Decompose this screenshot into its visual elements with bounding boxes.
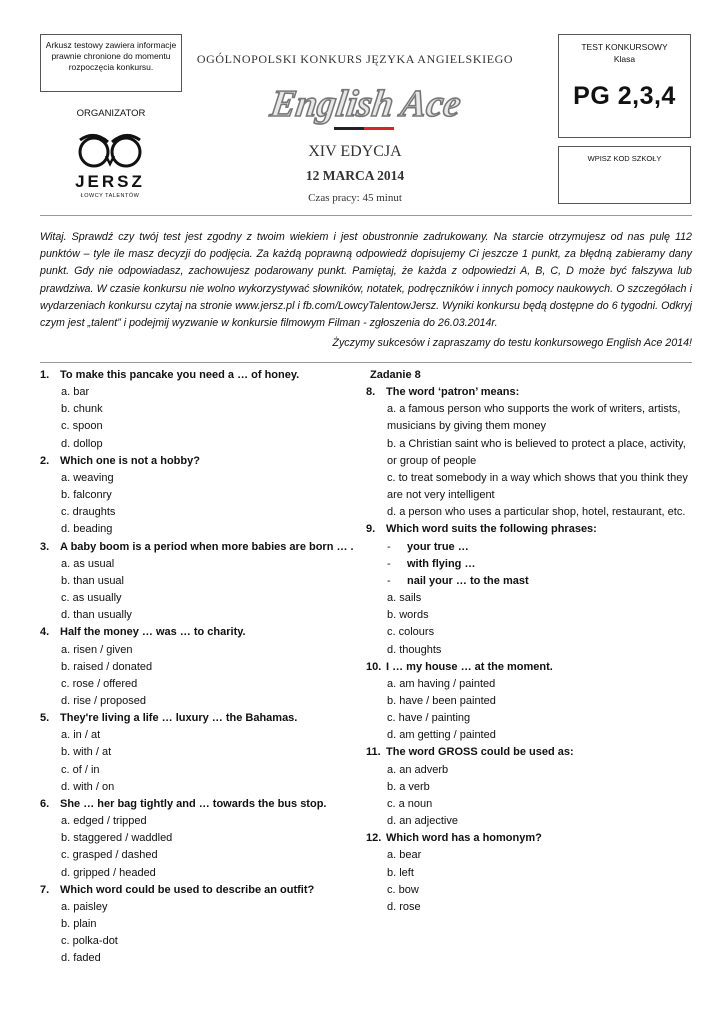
- contest-name: OGÓLNOPOLSKI KONKURS JĘZYKA ANGIELSKIEGO: [196, 52, 514, 66]
- question-text: The word GROSS could be used as:: [386, 746, 574, 759]
- answer-option[interactable]: b. a verb: [387, 780, 430, 793]
- test-label: TEST KONKURSOWY: [581, 42, 668, 52]
- class-label: Klasa: [613, 54, 636, 64]
- owl-eyes-icon: [60, 128, 160, 172]
- question: [40, 367, 358, 384]
- answer-option[interactable]: b. falconry: [61, 489, 112, 502]
- edition: XIV EDYCJA: [308, 143, 402, 160]
- organizer-tagline: ŁOWCY TALENTÓW: [80, 193, 140, 199]
- section-title: Zadanie 8: [370, 369, 421, 381]
- question: [40, 539, 358, 556]
- answer-option[interactable]: c. of / in: [61, 763, 100, 776]
- answer-option[interactable]: b. chunk: [61, 403, 103, 416]
- answer-option[interactable]: a. edged / tripped: [61, 815, 147, 828]
- questions-right-column: [366, 367, 692, 916]
- test-class-box: [558, 34, 691, 138]
- answer-option[interactable]: b. a Christian saint who is believed to protect a place, activity, or group of people: [387, 437, 686, 467]
- answer-option[interactable]: d. an adjective: [387, 815, 458, 828]
- answer-option[interactable]: d. am getting / painted: [387, 729, 496, 742]
- divider: [40, 215, 692, 216]
- answer-option[interactable]: c. as usually: [61, 592, 122, 605]
- answer-option[interactable]: d. faded: [61, 952, 101, 965]
- answer-option[interactable]: c. polka-dot: [61, 935, 118, 948]
- answer-option[interactable]: a. as usual: [61, 557, 115, 570]
- question-number: 8.: [366, 386, 376, 399]
- answer-option[interactable]: a. bar: [61, 386, 90, 399]
- answer-option[interactable]: b. raised / donated: [61, 660, 153, 673]
- phrase-text: nail your … to the mast: [407, 574, 529, 587]
- answer-option[interactable]: a. sails: [387, 592, 422, 605]
- wish-text: Życzymy sukcesów i zapraszamy do testu konkursowego English Ace 2014!: [332, 337, 692, 349]
- answer-option[interactable]: c. rose / offered: [61, 677, 138, 690]
- question-text: I … my house … at the moment.: [386, 660, 553, 673]
- answer-option[interactable]: b. than usual: [61, 574, 124, 587]
- question-number: 3.: [40, 540, 50, 553]
- question-number: 1.: [40, 369, 50, 381]
- working-time: Czas pracy: 45 minut: [308, 192, 402, 204]
- organizer-logo: [60, 128, 160, 204]
- question: [40, 796, 358, 813]
- question-text: They're living a life … luxury … the Bahamas.: [60, 712, 298, 725]
- answer-option[interactable]: a. in / at: [61, 729, 101, 742]
- answer-option[interactable]: a. a famous person who supports the work of writers, artists, musicians by giving them money: [387, 403, 681, 433]
- phrase-item: [366, 573, 692, 590]
- question-text: To make this pancake you need a … of honey.: [60, 369, 300, 381]
- brand-text: English Ace: [267, 83, 464, 125]
- answer-option[interactable]: a. weaving: [61, 471, 114, 484]
- answer-option[interactable]: b. staggered / waddled: [61, 832, 173, 845]
- intro-text: Witaj. Sprawdź czy twój test jest zgodny z twoim wiekiem i jest obustronnie zadrukowany. Na starcie otrzymujesz od nas pulę 112 punktów – tyle ile masz decyzji do podjęcia. Za każdą poprawną odpowiedź dopisujemy Ci jeszcze 1 punkt, za błędną zabieramy dany punkt. Gdy nie odpowiadasz, zachowujesz podarowany punkt. Pamiętaj, że każda z odpowiedzi A, B, C, D może być fałszywa lub prawdziwa. W czasie konkursu nie wolno wykorzystywać słowników, notatek, podręczników i innych pomocy naukowych. O szczegółach i wydarzeniach konkursu czytaj na stronie www.jersz.pl i fb.com/LowcyTalentowJersz. Wyniki konkursu będą dostępne do 6 tygodni. Odkryj czym jest „talent” i podejmij wyzwanie w konkursie filmowym Filman - zgłoszenia do 26.03.2014r.: [40, 231, 692, 330]
- answer-option[interactable]: a. an adverb: [387, 763, 449, 776]
- english-ace-logo: [258, 80, 470, 140]
- question: [366, 830, 692, 847]
- question: [366, 384, 692, 401]
- phrase-text: with flying …: [407, 557, 476, 570]
- organizer-name: JERSZ: [75, 172, 145, 191]
- answer-option[interactable]: c. grasped / dashed: [61, 849, 158, 862]
- answer-option[interactable]: c. a noun: [387, 797, 433, 810]
- answer-option[interactable]: d. dollop: [61, 437, 103, 450]
- question-number: 10.: [366, 660, 382, 673]
- question: [40, 710, 358, 727]
- dash-icon: -: [387, 540, 391, 553]
- answer-option[interactable]: a. paisley: [61, 900, 108, 913]
- answer-option[interactable]: d. thoughts: [387, 643, 442, 656]
- school-code-label: WPISZ KOD SZKOŁY: [587, 154, 662, 163]
- question-text: A baby boom is a period when more babies are born … .: [60, 540, 354, 553]
- question-number: 4.: [40, 626, 50, 639]
- divider: [40, 362, 692, 363]
- question-text: The word ‘patron’ means:: [386, 386, 520, 399]
- answer-option[interactable]: d. beading: [61, 523, 113, 536]
- question-number: 5.: [40, 712, 50, 725]
- answer-option[interactable]: c. spoon: [61, 420, 103, 433]
- phrase-item: [366, 556, 692, 573]
- question-number: 6.: [40, 797, 50, 810]
- class-value: PG 2,3,4: [573, 82, 676, 110]
- question-text: Which word has a homonym?: [386, 832, 542, 845]
- question-text: She … her bag tightly and … towards the bus stop.: [60, 797, 327, 810]
- phrase-item: [366, 539, 692, 556]
- organizer-label: ORGANIZATOR: [76, 108, 146, 119]
- question: [366, 659, 692, 676]
- confidentiality-notice: Arkusz testowy zawiera informacje prawnie chronione do momentu rozpoczęcia konkursu.: [40, 34, 182, 92]
- answer-option[interactable]: b. left: [387, 866, 414, 879]
- dash-icon: -: [387, 557, 391, 570]
- answer-option[interactable]: d. than usually: [61, 609, 132, 622]
- answer-option[interactable]: d. with / on: [61, 780, 115, 793]
- answer-option[interactable]: c. bow: [387, 883, 419, 896]
- dash-icon: -: [387, 574, 391, 587]
- question: [366, 744, 692, 761]
- contest-date: 12 MARCA 2014: [305, 168, 405, 183]
- answer-option[interactable]: c. have / painting: [387, 712, 471, 725]
- question: [40, 453, 358, 470]
- question-text: Which one is not a hobby?: [60, 454, 200, 467]
- answer-option[interactable]: b. plain: [61, 918, 97, 930]
- answer-option[interactable]: a. bear: [387, 849, 422, 862]
- answer-option[interactable]: c. colours: [387, 626, 435, 639]
- answer-option[interactable]: a. am having / painted: [387, 677, 496, 690]
- question: [366, 521, 692, 538]
- answer-option[interactable]: d. rose: [387, 900, 421, 913]
- question-text: Which word could be used to describe an outfit?: [60, 883, 315, 896]
- question-number: 12.: [366, 832, 382, 845]
- question-text: Half the money … was … to charity.: [60, 626, 246, 639]
- answer-option[interactable]: b. words: [387, 609, 429, 622]
- question: [40, 624, 358, 641]
- answer-option[interactable]: d. rise / proposed: [61, 694, 146, 707]
- answer-option[interactable]: d. a person who uses a particular shop, hotel, restaurant, etc.: [387, 506, 686, 519]
- answer-option[interactable]: c. draughts: [61, 506, 116, 519]
- answer-option[interactable]: b. have / been painted: [387, 694, 496, 707]
- question-number: 2.: [40, 454, 50, 467]
- school-code-box[interactable]: [558, 146, 691, 204]
- question-number: 11.: [366, 746, 381, 759]
- question-number: 9.: [366, 523, 376, 536]
- questions-right-rest: [366, 659, 692, 916]
- question-text: Which word suits the following phrases:: [386, 523, 597, 536]
- question: [40, 882, 358, 899]
- questions-left-column: [40, 367, 358, 967]
- answer-option[interactable]: b. with / at: [61, 746, 112, 759]
- phrase-text: your true …: [407, 540, 469, 553]
- answer-option[interactable]: a. risen / given: [61, 643, 133, 656]
- question-number: 7.: [40, 883, 50, 896]
- answer-option[interactable]: c. to treat somebody in a way which shows that you think they are not very intelligent: [387, 471, 688, 502]
- answer-option[interactable]: d. gripped / headed: [61, 866, 156, 879]
